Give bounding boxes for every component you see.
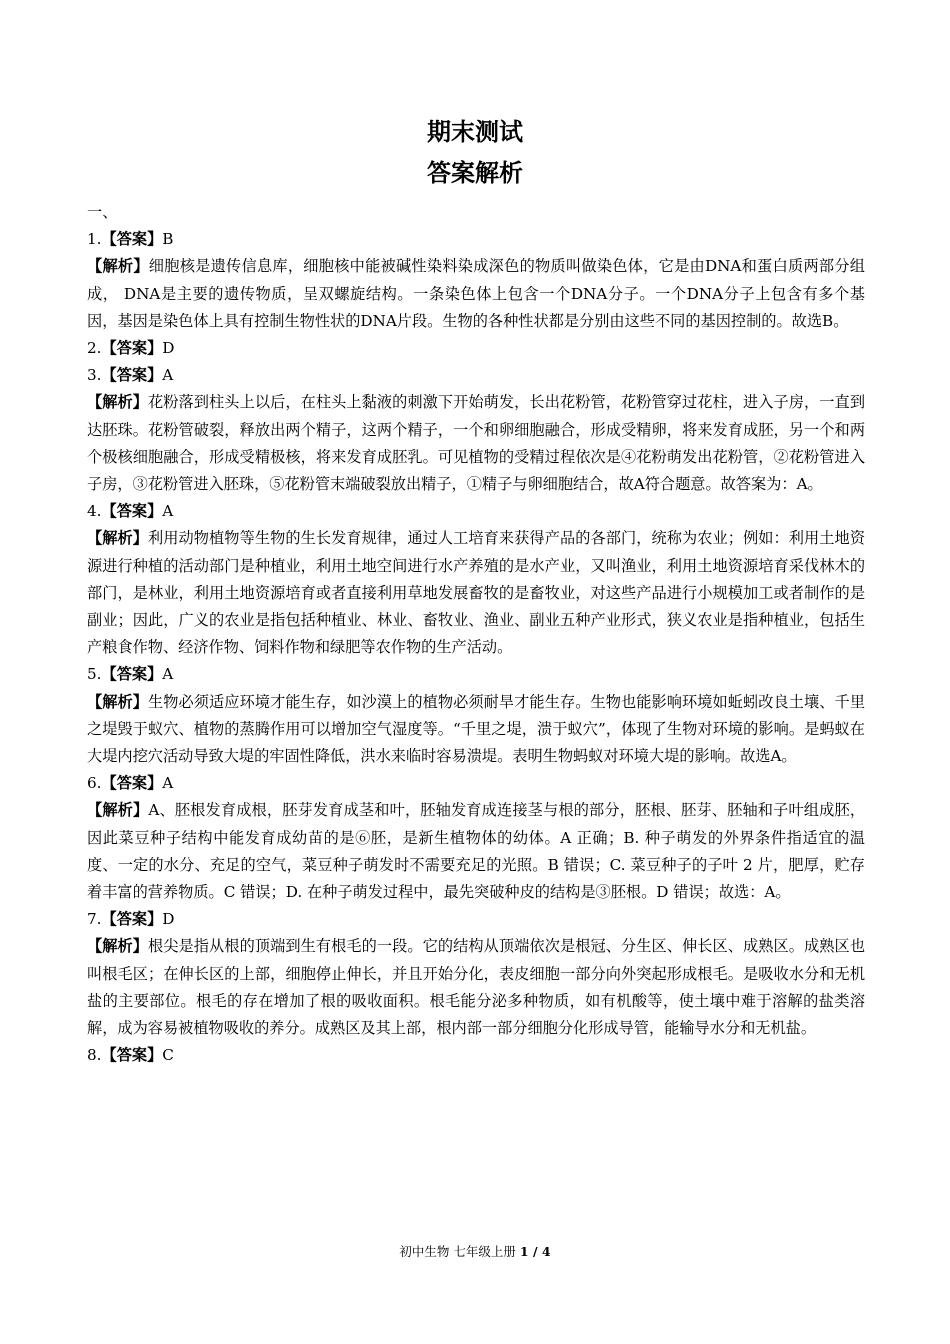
analysis-paragraph [87,689,865,771]
answer-line [87,906,865,933]
answer-value: A [162,774,174,793]
analysis-tag: 【解析】 [87,692,149,711]
analysis-paragraph [87,525,865,661]
answer-tag: 【答案】 [101,366,163,385]
answer-line [87,362,865,389]
footer-course: 初中生物 七年级上册 [399,1244,516,1259]
answer-value: D [162,338,175,357]
answer-value: B [162,230,174,249]
question-number: 7. [87,910,102,929]
answer-items [87,226,865,1069]
answer-tag: 【答案】 [101,910,163,929]
answer-value: A [162,366,174,385]
answer-line [87,1042,865,1069]
question-number: 1. [87,230,102,249]
analysis-text: A、胚根发育成根，胚芽发育成茎和叶，胚轴发育成连接茎与根的部分，胚根、胚芽、胚轴和子叶组成胚，因此菜豆种子结构中能发育成幼苗的是⑥胚，是新生植物体的幼体。A 正确；B. 种子萌发的外界条件指适宜的温度、一定的水分、充足的空气，菜豆种子萌发时不需要充足的光照。B 错误；C. 菜豆种子的子叶 2 片，肥厚，贮存着丰富的营养物质。C 错误；D. 在种子萌发过程中，最先突破种皮的结构是③胚根。D 错误；故选：A。 [87,801,866,901]
question-number: 8. [87,1046,102,1065]
answer-line [87,498,865,525]
question-number: 2. [87,338,102,357]
page-number: 1 / 4 [519,1244,551,1259]
analysis-text: 细胞核是遗传信息库，细胞核中能被碱性染料染成深色的物质叫做染色体，它是由DNA和蛋白质两部分组成， DNA是主要的遗传物质，呈双螺旋结构。一条染色体上包含一个DNA分子。一个DNA分子上包含有多个基因，基因是染色体上具有控制生物性状的DNA片段。生物的各种性状都是分别由这些不同的基因控制的。故选B。 [87,257,865,330]
answer-value: A [162,665,174,684]
analysis-tag: 【解析】 [87,937,149,956]
analysis-paragraph [87,253,865,335]
analysis-text: 根尖是指从根的顶端到生有根毛的一段。它的结构从顶端依次是根冠、分生区、伸长区、成熟区。成熟区也叫根毛区；在伸长区的上部，细胞停止伸长，并且开始分化，表皮细胞一部分向外突起形成根毛。是吸收水分和无机盐的主要部位。根毛的存在增加了根的吸收面积。根毛能分泌多种物质，如有机酸等，使土壤中难于溶解的盐类溶解，成为容易被植物吸收的养分。成熟区及其上部，根内部一部分细胞分化形成导管，能输导水分和无机盐。 [87,937,866,1037]
answer-tag: 【答案】 [101,230,163,249]
answer-tag: 【答案】 [101,338,163,357]
analysis-text: 利用动物植物等生物的生长发育规律，通过人工培育来获得产品的各部门，统称为农业；例如：利用土地资源进行种植的活动部门是种植业，利用土地空间进行水产养殖的是水产业，又叫渔业，利用土地资源培育采伐林木的部门，是林业，利用土地资源培育或者直接利用草地发展畜牧的是畜牧业，对这些产品进行小规模加工或者制作的是副业；因此，广义的农业是指包括种植业、林业、畜牧业、渔业、副业五种产业形式，狭义农业是指种植业，包括生产粮食作物、经济作物、饲料作物和绿肥等农作物的生产活动。 [87,529,866,657]
analysis-text: 生物必须适应环境才能生存，如沙漠上的植物必须耐旱才能生存。生物也能影响环境如蚯蚓改良土壤、千里之堤毁于蚁穴、植物的蒸腾作用可以增加空气湿度等。“千里之堤，溃于蚁穴”，体现了生物对环境的影响。是蚂蚁在大堤内挖穴活动导致大堤的牢固性降低，洪水来临时容易溃堤。表明生物蚂蚁对环境大堤的影响。故选A。 [87,692,866,765]
analysis-tag: 【解析】 [87,529,149,548]
answer-value: D [162,910,175,929]
answer-value: A [162,502,174,521]
question-number: 5. [87,665,102,684]
answer-line [87,335,865,362]
analysis-tag: 【解析】 [87,257,149,276]
analysis-tag: 【解析】 [87,801,149,820]
analysis-paragraph [87,389,865,498]
answer-line [87,226,865,253]
question-number: 3. [87,366,102,385]
analysis-tag: 【解析】 [87,393,149,412]
analysis-text: 花粉落到柱头上以后，在柱头上黏液的刺激下开始萌发，长出花粉管，花粉管穿过花柱，进入子房，一直到达胚珠。花粉管破裂，释放出两个精子，这两个精子，一个和卵细胞融合，形成受精卵，将来发育成胚，另一个和两个极核细胞融合，形成受精极核，将来发育成胚乳。可见植物的受精过程依次是④花粉萌发出花粉管，②花粉管进入子房，③花粉管进入胚珠，⑤花粉管末端破裂放出精子，①精子与卵细胞结合，故A符合题意。故答案为：A。 [87,393,866,493]
question-number: 6. [87,774,102,793]
answer-content [87,199,865,1069]
question-number: 4. [87,502,102,521]
page-footer [0,1243,950,1261]
answer-tag: 【答案】 [101,774,163,793]
section-label: 一、 [87,203,118,221]
analysis-paragraph [87,933,865,1042]
answer-tag: 【答案】 [101,665,163,684]
answer-value: C [162,1046,174,1065]
answer-line [87,661,865,688]
page-subtitle: 答案解析 [427,159,523,187]
answer-tag: 【答案】 [101,1046,163,1065]
answer-line [87,770,865,797]
answer-tag: 【答案】 [101,502,163,521]
analysis-paragraph [87,797,865,906]
page-title: 期末测试 [427,118,523,146]
